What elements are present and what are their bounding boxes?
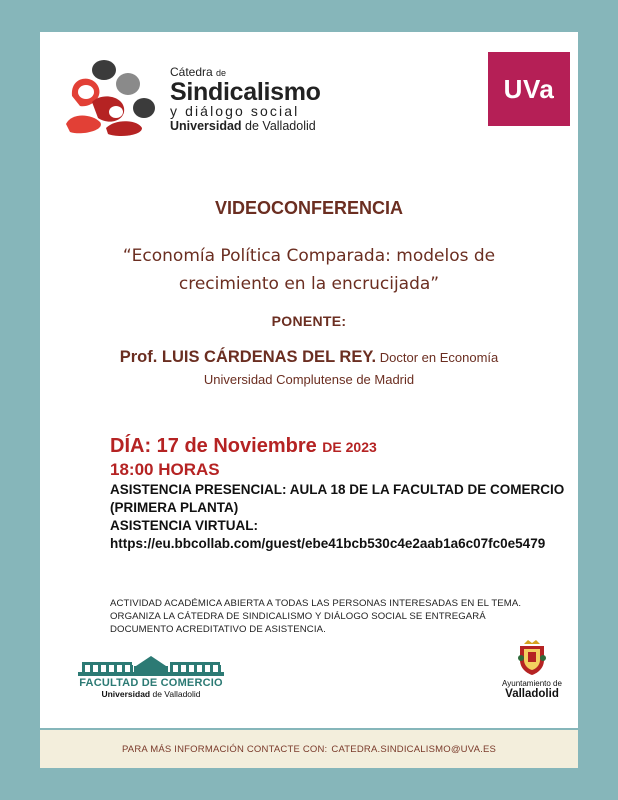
ponente-label: PONENTE: <box>271 313 347 329</box>
speaker-title: Doctor en Economía <box>379 350 499 365</box>
event-date: DÍA: 17 de Noviembre <box>110 435 317 457</box>
universidad-rest: de Valladolid <box>245 119 316 133</box>
facultad-univ-rest: de Valladolid <box>152 689 201 699</box>
contact-label: PARA MÁS INFORMACIÓN CONTACTE CON: <box>121 743 328 755</box>
talk-title <box>40 242 578 298</box>
ayuntamiento-label: Ayuntamiento de <box>502 679 562 688</box>
facultad-label: FACULTAD DE COMERCIO <box>79 677 223 689</box>
contact-email[interactable]: CATEDRA.SINDICALISMO@UVA.ES <box>331 743 497 755</box>
catedra-logo-icon <box>62 56 158 138</box>
facultad-univ-bold: Universidad <box>101 689 151 699</box>
event-time: 18:00 HORAS <box>110 460 220 479</box>
speaker-affiliation: Universidad Complutense de Madrid <box>203 372 415 387</box>
poster-card <box>40 32 578 728</box>
universidad-word: Universidad <box>170 119 242 133</box>
event-type: VIDEOCONFERENCIA <box>214 198 403 218</box>
contact-footer <box>40 730 578 768</box>
dialogo-social: y diálogo social <box>170 103 300 119</box>
event-year: DE 2023 <box>322 439 377 455</box>
speaker-name: Prof. LUIS CÁRDENAS DEL REY. <box>119 348 377 366</box>
event-details <box>110 434 570 553</box>
talk-title-line1: “Economía Política Comparada: modelos de <box>122 246 496 266</box>
speaker-block <box>40 346 578 391</box>
uva-logo: UVa <box>488 52 570 126</box>
valladolid-crest-icon <box>516 638 548 676</box>
valladolid-label: Valladolid <box>505 688 559 700</box>
activity-note: ACTIVIDAD ACADÉMICA ABIERTA A TODAS LAS PERSONAS INTERESADAS EN EL TEMA. ORGANIZA LA CÁTEDRA DE SINDICALISMO Y DIÁLOGO SOCIAL SE ENTREGARÁ DOCUMENTO ACREDITATIVO DE ASISTENCIA. <box>110 598 522 635</box>
facultad-university <box>78 689 224 699</box>
sindicalismo-word: Sindicalismo <box>170 78 321 106</box>
catedra-word: Cátedra <box>170 65 213 79</box>
talk-title-line2: crecimiento en la encrucijada” <box>178 274 440 294</box>
virtual-link[interactable]: https://eu.bbcollab.com/guest/ebe41bcb530c4e2aab1a6c07fc0e5479 <box>110 536 546 551</box>
catedra-de: de <box>216 68 227 78</box>
attendance-in-person: ASISTENCIA PRESENCIAL: AULA 18 DE LA FACULTAD DE COMERCIO (PRIMERA PLANTA) <box>110 482 565 515</box>
catedra-logo-text <box>170 66 321 134</box>
attendance-virtual-label: ASISTENCIA VIRTUAL: <box>110 518 258 533</box>
